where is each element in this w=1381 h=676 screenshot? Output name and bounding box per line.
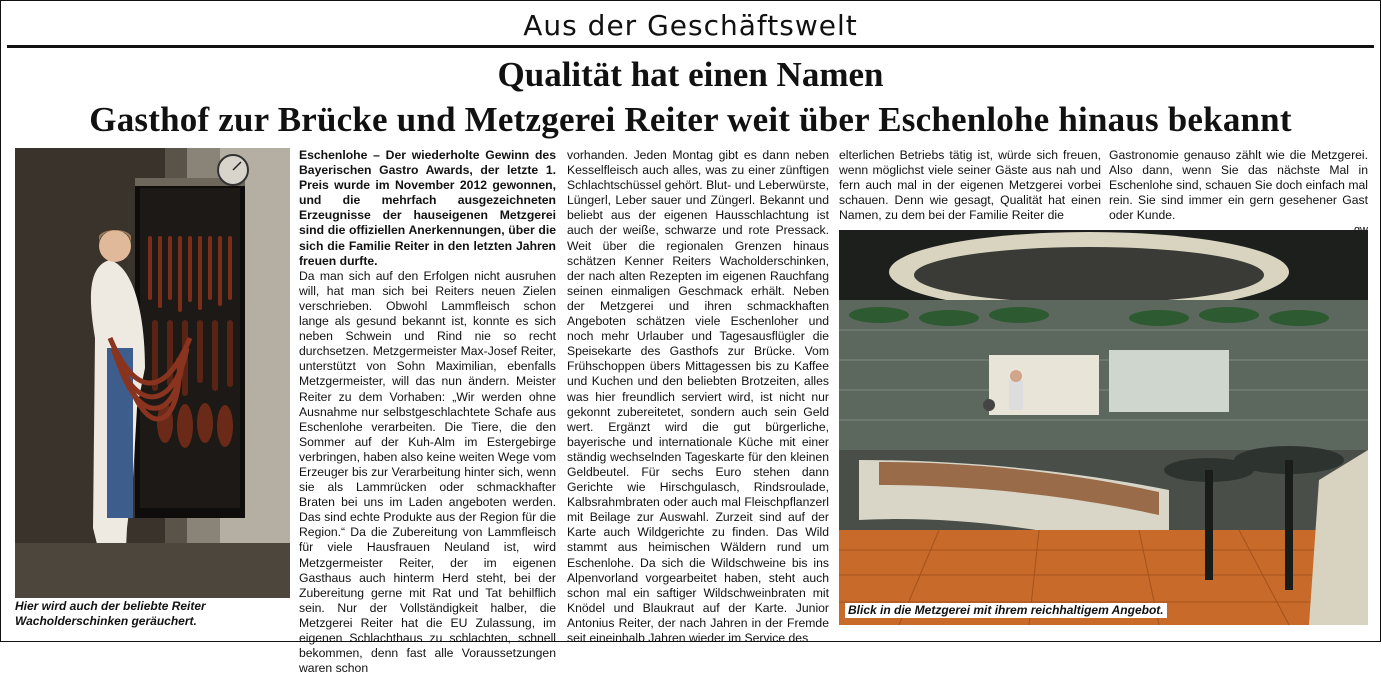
photo-left-caption: Hier wird auch der beliebte Reiter Wacholderschinken geräuchert. [15, 599, 206, 628]
article-headline: Qualität hat einen Namen [497, 55, 884, 94]
article-body-2: vorhanden. Jeden Montag gibt es dann neben Kesselfleisch auch alles, was zu einer zünftigen Schlachtschüssel gehört. Blut- und Leberwürste, Lüngerl, Leber sauer und Züngerl. Bekannt und beliebt aus der eigenen Hausschlachtung ist auch der weiße, schwarze und rote Pressack. Weit über die regionalen Grenzen hinaus schätzen Kenner Reiters Wacholderschinken, der nach alten Rezepten im eigenen Rauchfang seinen einmaligen Geschmack erhält. Neben der Metzgerei und ihren schmackhaften Angeboten schätzen viele Eschenloher und noch mehr Urlauber und Tagesausflügler die Speisekarte des Gasthofs zur Brücke. Vom Frühschoppen übers Mittagessen bis zu Kaffee und Kuchen und den beliebten Brotzeiten, alles was hier freundlich serviert wird, ist nicht nur gekonnt zubereitetet, sondern auch sein Geld wert. Ergänzt wird die gut bürgerliche, bayerische und internationale Küche mit einer ständig wechselnden Tageskarte für den kleinen Geldbeutel. Für sechs Euro stehen dann Gerichte wie Hirschgulasch, Rindsroulade, Kalbsrahmbraten oder auch mal Fleischpflanzerl mit Beilage zur Auswahl. Zurzeit sind auf der Karte auch Wildgerichte zu finden. Das Wild stammt aus heimischen Wäldern rund um Eschenlohe. Da sich die Wildschweine bis ins Alpenvorland vorgearbeitet haben, steht auch schon mal ein saftiger Wildschweinbraten mit Knödel und Blaukraut auf der Karte. Junior Antonius Reiter, der nach Jahren in der Fremde seit eineinhalb Jahren wieder im Service des [567, 148, 829, 645]
article-column-3 [839, 148, 1101, 224]
section-title: Aus der Geschäftswelt [523, 9, 858, 42]
article-body-3: elterlichen Betriebs tätig ist, würde sich freuen, wenn möglichst viele seiner Gäste aus nah und fern auch mal in der eigenen Metzgerei vorbei schauen. Denn wie gesagt, Qualität hat einen Namen, zu dem bei der Familie Reiter die [839, 148, 1101, 223]
article-subheadline: Gasthof zur Brücke und Metzgerei Reiter weit über Eschenlohe hinaus bekannt [89, 100, 1292, 139]
article-body-1: Da man sich auf den Erfolgen nicht ausruhen will, hat man sich bei Reiters neuen Zielen verschrieben. Obwohl Lammfleisch schon lange als gesund bekannt ist, konnte es sich neben Schwein und Rind nie so recht durchsetzen. Metzgermeister Max-Josef Reiter, unterstützt von Sohn Maximilian, ebenfalls Metzgermeister, will das nun ändern. Meister Reiter zu dem Vorhaben: „Wir werden ohne Ausnahme nur selbstgeschlachtete Schafe aus Eschenlohe verarbeiten. Die Tiere, die den Sommer auf der Kuh-Alm im Estergebirge verbringen, haben also keine weiten Wege vom Erzeuger bis zur Verarbeitung hinter sich, wenn sie als Lammrücken oder schmackhafter Braten bei uns im Laden angeboten werden. Das sind echte Produkte aus der Region für die Region.“ Da die Zubereitung von Lammfleisch für viele Hausfrauen Neuland ist, wird Metzgermeister Reiter, der im eigenen Gasthaus auch hinterm Herd steht, bei der Zubereitung gerne mit Rat und Tat behilflich sein. Nur der Vollständigkeit halber, die Metzgerei Reiter hat die EU Zulassung, im eigenen Schlachthaus zu schlachten, schnell bekommen, denn fast alle Voraussetzungen waren schon [299, 268, 556, 676]
article-lead: Eschenlohe – Der wiederholte Gewinn des Bayerischen Gastro Awards, der letzte 1. Preis wurde im November 2012 gewonnen, und die mehrfach ausgezeichneten Erzeugnisse der hauseigenen Metzgerei sind die offiziellen Anerkennungen, über die sich die Familie Reiter in den letzten Jahren freuen durfte. [299, 148, 556, 268]
article-column-1 [299, 148, 556, 676]
smokehouse-photo [15, 148, 290, 598]
article-column-4 [1109, 148, 1368, 228]
shop-interior-photo [839, 230, 1368, 625]
section-header [7, 7, 1374, 47]
photo-right-caption: Blick in die Metzgerei mit ihrem reichhaltigem Angebot. [845, 603, 1167, 618]
article-body-4: Gastronomie genauso zählt wie die Metzgerei. Also dann, wenn Sie das nächste Mal in Eschenlohe sind, schauen Sie doch einfach mal rein. Sie sind immer ein gern gesehener Gast oder Kunde. [1109, 148, 1368, 223]
section-rule [7, 45, 1374, 48]
article-column-2 [567, 148, 829, 645]
